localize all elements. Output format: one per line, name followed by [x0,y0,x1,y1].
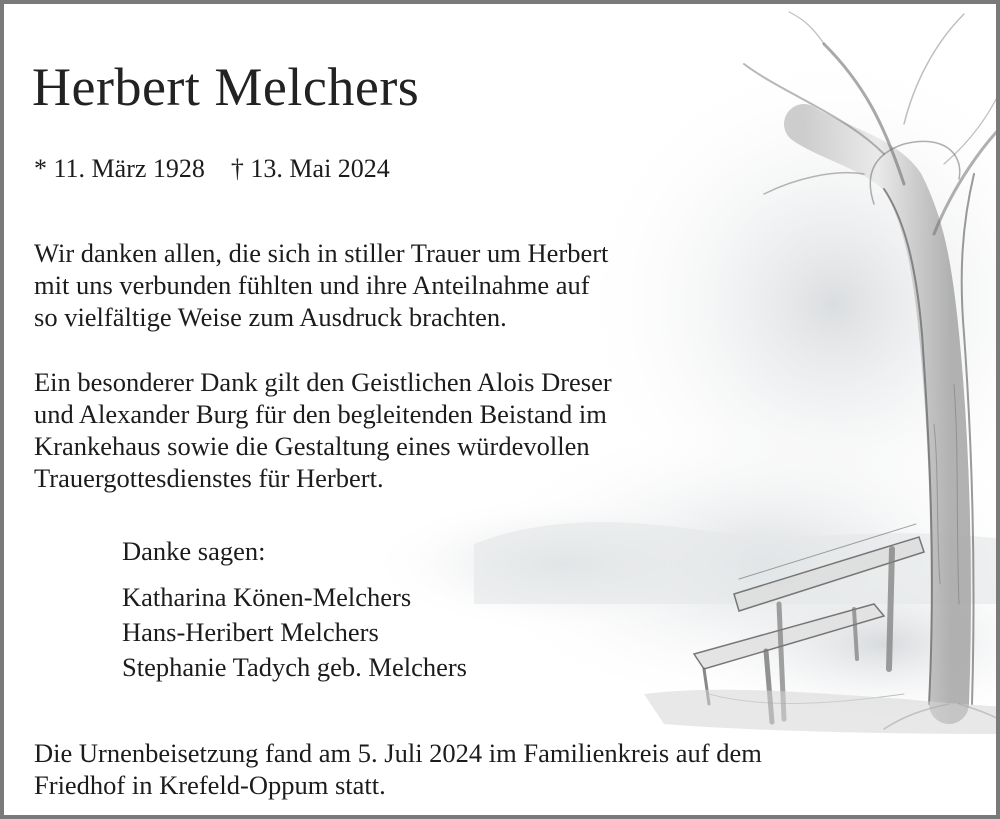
thanks-paragraph [34,237,608,333]
paragraph-line: Krankehaus sowie die Gestaltung eines würdevollen [34,431,590,461]
burial-paragraph [34,737,762,801]
signers-list [122,580,467,685]
paragraph-line: Trauergottesdienstes für Herbert. [34,463,384,493]
death-date: † 13. Mai 2024 [230,154,390,183]
signer-name: Stephanie Tadych geb. Melchers [122,652,467,682]
paragraph-line: Die Urnenbeisetzung fand am 5. Juli 2024 im Familienkreis auf dem [34,738,762,768]
signer-name: Katharina Könen-Melchers [122,582,412,612]
birth-date: * 11. März 1928 [34,154,205,183]
deceased-name: Herbert Melchers [32,57,420,117]
paragraph-line: so vielfältige Weise zum Ausdruck brachten. [34,302,507,332]
paragraph-line: und Alexander Burg für den begleitenden Beistand im [34,399,607,429]
thanks-heading: Danke sagen: [122,536,266,566]
signer-name: Hans-Heribert Melchers [122,617,379,647]
paragraph-line: Wir danken allen, die sich in stiller Trauer um Herbert [34,238,609,268]
paragraph-line: mit uns verbunden fühlten und ihre Anteilnahme auf [34,270,590,300]
life-dates [34,154,390,184]
paragraph-line: Ein besonderer Dank gilt den Geistlichen Alois Dreser [34,367,612,397]
special-thanks-paragraph [34,366,612,494]
paragraph-line: Friedhof in Krefeld-Oppum statt. [34,770,386,800]
